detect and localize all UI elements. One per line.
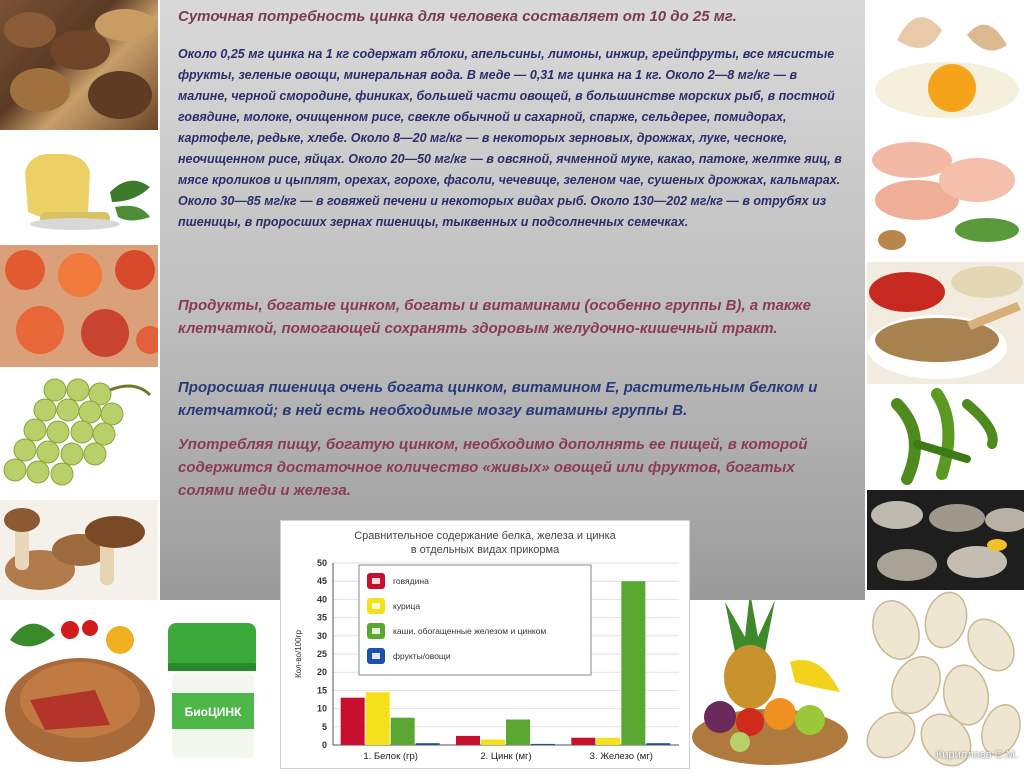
- y-tick-label: 35: [316, 612, 327, 623]
- mushrooms-photo: [0, 500, 158, 600]
- diet-advice-paragraph: Употребляя пищу, богатую цинком, необходимо дополнять ее пищей, в которой содержится достаточное количество «живых» овощей или фруктов, богатых солями меди и железа.: [178, 436, 808, 499]
- bottle-shapes: [160, 618, 265, 767]
- chicken-photo: [867, 130, 1024, 262]
- y-tick-label: 15: [316, 685, 327, 696]
- y-tick-label: 40: [316, 594, 327, 605]
- chart-svg: [281, 521, 689, 768]
- x-category-label: 3. Железо (мг): [589, 751, 653, 762]
- x-category-label: 1. Белок (гр): [363, 751, 418, 762]
- legend-icon: [372, 578, 380, 584]
- y-tick-label: 50: [316, 558, 327, 568]
- zinc-sources-paragraph: Около 0,25 мг цинка на 1 кг содержат яблоки, апельсины, лимоны, инжир, грейпфруты, все мясистые фрукты, зеленые овощи, минеральная вода. В меде — 0,31 мг цинка на 1 кг. Около 2—8 мг/кг — в малине, черной смородине, финиках, большей части овощей, в большинстве морских рыб, в постной говядине, молоке, очищенном рисе, свекле обычной и сахарной, спарже, сельдерее, помидорах, картофеле, редьке, хлебе. Около 8—20 мг/кг — в некоторых зерновых, дрожжах, луке, чесноке, неочищенном рисе, яйцах. Около 20—50 мг/кг — в овсяной, ячменной муке, какао, патоке, желтке яиц, в мясе кроликов и цыплят, орехах, горохе, фасоли, чечевице, зеленом чае, сушеных дрожжах, кальмарах. Около 30—85 мг/кг — в говяжей печени и некоторых видах рыб. Около 130—202 мг/кг — в отрубях из пшеницы, в проросших зернах пшеницы, тыквенных и подсолнечных семечках.: [178, 47, 842, 229]
- y-tick-label: 5: [321, 721, 327, 732]
- author-credit: Кириллова С.М.: [935, 749, 1018, 761]
- vitamins-paragraph: Продукты, богатые цинком, богаты и витаминами (особенно группы В), а также клетчаткой, помогающей сохранять здоровым желудочно-кишечный тракт.: [178, 297, 811, 337]
- seed-shapes: [856, 590, 1024, 767]
- biozinc-bottle-photo: [160, 618, 265, 767]
- chart-title-line2: в отдельных видах прикорма: [410, 544, 560, 556]
- peas-shapes: [867, 384, 1024, 490]
- oysters-photo: [867, 490, 1024, 590]
- y-axis-label: Кол-во/100гр: [294, 630, 303, 678]
- legend-label: курица: [393, 601, 421, 611]
- bar-2-1: [456, 736, 480, 745]
- legend-icon: [372, 653, 380, 659]
- bread-photo: [0, 0, 158, 130]
- bread-shapes: [0, 0, 158, 130]
- y-tick-label: 30: [316, 630, 327, 641]
- product-label: БиоЦИНК: [184, 705, 242, 719]
- chicken-shapes: [867, 130, 1024, 262]
- seafood-shapes: [0, 245, 158, 367]
- grains-bowls-photo: [867, 262, 1024, 384]
- grapes-photo: [0, 370, 158, 498]
- y-tick-label: 25: [316, 649, 327, 659]
- bar-3-1: [571, 738, 595, 745]
- egg-photo: [867, 0, 1024, 130]
- chart-title-line1: Сравнительное содержание белка, железа и цинка: [354, 530, 616, 542]
- y-tick-label: 20: [316, 667, 327, 678]
- x-category-label: 2. Цинк (мг): [480, 751, 532, 762]
- bar-2-4: [531, 744, 555, 745]
- seeds-photo: [856, 590, 1024, 767]
- tea-shapes: [0, 132, 158, 242]
- bar-3-3: [621, 581, 645, 745]
- grains-shapes: [867, 262, 1024, 384]
- egg-shapes: [867, 0, 1024, 130]
- y-tick-label: 45: [316, 576, 327, 587]
- y-tick-label: 0: [321, 740, 327, 750]
- platter-shapes: [0, 600, 158, 767]
- legend-icon: [372, 603, 380, 609]
- grapes-shapes: [0, 370, 158, 498]
- wheat-paragraph: Проросшая пшеница очень богата цинком, витамином Е, растительным белком и клетчаткой; в ней есть необходимые мозгу витамины группы В.: [178, 379, 818, 419]
- bar-1-2: [366, 692, 390, 745]
- meat-veg-platter-photo: [0, 600, 158, 767]
- legend-label: говядина: [393, 576, 429, 586]
- fruit-basket-photo: [690, 592, 855, 767]
- bar-3-4: [646, 743, 670, 745]
- bar-1-4: [416, 743, 440, 745]
- legend-label: фрукты/овощи: [393, 651, 451, 661]
- bar-1-1: [341, 698, 365, 745]
- bar-3-2: [596, 738, 620, 745]
- nutrient-comparison-chart: [280, 520, 690, 769]
- bar-2-3: [506, 720, 530, 745]
- tea-photo: [0, 132, 158, 242]
- mushroom-shapes: [0, 500, 158, 600]
- fruit-shapes: [690, 592, 855, 767]
- y-tick-label: 10: [316, 703, 327, 714]
- page-heading: Суточная потребность цинка для человека составляет от 10 до 25 мг.: [178, 8, 737, 25]
- oyster-shapes: [867, 490, 1024, 590]
- seafood-glasses-photo: [0, 245, 158, 367]
- legend-label: каши, обогащенные железом и цинком: [393, 626, 547, 636]
- peas-photo: [867, 384, 1024, 490]
- legend-icon: [372, 628, 380, 634]
- bar-1-3: [391, 718, 415, 745]
- bar-2-2: [481, 740, 505, 745]
